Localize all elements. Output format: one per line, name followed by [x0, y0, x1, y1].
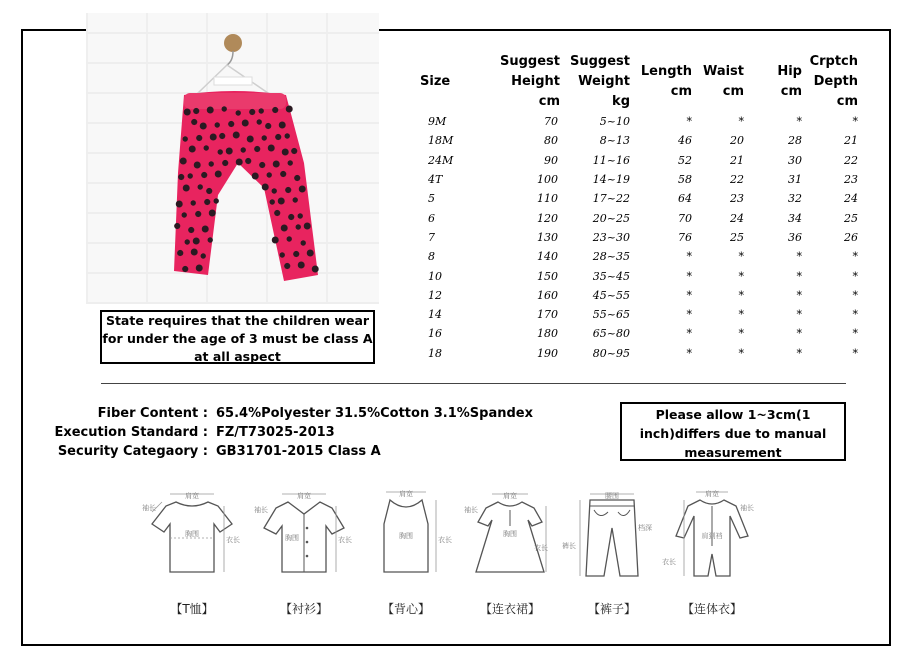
spec-fiber-content [40, 404, 533, 423]
table-cell: 14 [428, 308, 442, 322]
table-cell: 28 [788, 134, 802, 148]
table-cell: 140 [537, 250, 558, 264]
diagram-tshirt [140, 484, 244, 624]
column-header [488, 52, 560, 112]
column-header-line: cm [722, 84, 744, 99]
column-header [630, 52, 692, 112]
table-cell: * [852, 288, 858, 302]
table-cell: 55~65 [592, 308, 630, 322]
table-cell: 190 [537, 346, 558, 360]
table-cell: 35~45 [592, 269, 630, 283]
table-cell: 23 [844, 173, 858, 187]
spec-list [40, 404, 533, 461]
spec-label: Execution Standard : [54, 425, 208, 440]
table-row [420, 170, 858, 189]
table-cell: 130 [537, 230, 558, 244]
column-header-line: Size [420, 74, 451, 89]
table-row [420, 189, 858, 208]
measurement-tolerance-note: Please allow 1~3cm(1 inch)differs due to manual measurement [620, 402, 846, 461]
diagram-mark: 肩宽 [503, 492, 517, 500]
table-cell: 9M [428, 115, 447, 129]
table-cell: 180 [537, 327, 558, 341]
table-row [420, 344, 858, 363]
column-header [560, 52, 630, 112]
diagram-mark: 衣长 [438, 536, 452, 544]
table-cell: 80~95 [592, 346, 630, 360]
diagram-mark: 衣长 [662, 558, 676, 566]
spec-execution-standard [40, 423, 533, 442]
diagram-mark: 衣长 [226, 536, 240, 544]
table-cell: 22 [844, 153, 858, 167]
table-cell: 20 [730, 134, 744, 148]
diagram-mark: 肩宽 [705, 490, 719, 498]
diagram-label: 【衬衫】 [279, 602, 328, 616]
table-cell: 65~80 [592, 327, 630, 341]
diagram-mark: 袖长 [254, 506, 268, 514]
column-header-line: Suggest [570, 54, 630, 69]
table-cell: * [796, 269, 802, 283]
column-header-line: Crptch [809, 54, 858, 69]
table-cell: * [686, 308, 692, 322]
diagram-mark: 肩宽 [297, 492, 311, 500]
dress-icon [458, 484, 562, 596]
table-row [420, 266, 858, 285]
table-cell: 70 [678, 211, 692, 225]
vest-icon [354, 484, 458, 596]
diagram-mark: 肩到裆 [701, 532, 723, 540]
diagram-pants [560, 484, 664, 624]
table-cell: 5~10 [599, 115, 630, 129]
table-cell: 64 [678, 192, 692, 206]
diagram-mark: 胸围 [185, 530, 199, 538]
diagram-mark: 档深 [638, 524, 652, 532]
pants-icon [560, 484, 664, 596]
diagram-mark: 裤长 [562, 542, 576, 550]
table-cell: 21 [844, 134, 858, 148]
table-cell: 23~30 [592, 230, 630, 244]
table-row [420, 286, 858, 305]
table-cell: 120 [537, 211, 558, 225]
diagram-shirt [252, 484, 356, 624]
shirt-icon [252, 484, 356, 596]
table-cell: 6 [428, 211, 435, 225]
diagram-mark: 胸围 [285, 534, 299, 542]
diagram-mark: 肩宽 [399, 490, 413, 498]
size-chart-header [420, 52, 858, 112]
diagram-vest [354, 484, 458, 624]
spec-label: Fiber Content : [97, 406, 208, 421]
table-cell: * [738, 327, 744, 341]
table-cell: * [796, 327, 802, 341]
diagram-mark: 胸围 [399, 532, 413, 540]
table-cell: 7 [428, 230, 435, 244]
table-cell: 24 [730, 211, 744, 225]
diagram-mark: 肩宽 [185, 492, 199, 500]
table-cell: 18M [428, 134, 454, 148]
diagram-label: 【连衣裙】 [479, 602, 540, 616]
diagram-label: 【裤子】 [587, 602, 636, 616]
spec-value: FZ/T73025-2013 [216, 425, 335, 440]
table-cell: * [686, 327, 692, 341]
table-cell: 22 [730, 173, 744, 187]
table-cell: 90 [544, 153, 558, 167]
size-chart-table [420, 52, 858, 363]
table-cell: * [738, 115, 744, 129]
table-cell: 30 [788, 153, 802, 167]
spec-value: GB31701-2015 Class A [216, 444, 381, 459]
table-cell: 20~25 [592, 211, 630, 225]
table-cell: 8~13 [599, 134, 630, 148]
table-cell: 46 [678, 134, 692, 148]
table-cell: 170 [537, 308, 558, 322]
table-cell: * [738, 346, 744, 360]
table-cell: 110 [537, 192, 558, 206]
column-header-line: cm [538, 94, 560, 109]
column-header-line: Hip [777, 64, 802, 79]
polka-dot-pants-image [86, 13, 379, 304]
table-cell: * [686, 269, 692, 283]
table-cell: 8 [428, 250, 435, 264]
table-cell: 45~55 [592, 288, 630, 302]
table-cell: 17~22 [592, 192, 630, 206]
diagram-mark: 袖长 [740, 504, 754, 512]
table-cell: 24 [844, 192, 858, 206]
table-cell: * [796, 288, 802, 302]
table-cell: 23 [730, 192, 744, 206]
diagram-dress [458, 484, 562, 624]
table-cell: 5 [428, 192, 435, 206]
table-cell: 52 [678, 153, 692, 167]
column-header-line: Weight [578, 74, 630, 89]
table-cell: * [852, 308, 858, 322]
table-cell: 11~16 [592, 153, 630, 167]
table-cell: 31 [788, 173, 802, 187]
diagram-mark: 腰围 [605, 492, 619, 500]
garment-measure-diagrams [140, 484, 780, 624]
table-cell: 26 [844, 230, 858, 244]
table-cell: 25 [844, 211, 858, 225]
table-row [420, 247, 858, 266]
table-cell: 18 [428, 346, 442, 360]
table-cell: 21 [730, 153, 744, 167]
diagram-mark: 胸围 [503, 530, 517, 538]
column-header-line: Height [511, 74, 560, 89]
table-cell: 150 [537, 269, 558, 283]
table-cell: 24M [428, 153, 454, 167]
column-header-line: Depth [813, 74, 858, 89]
column-header-line: Waist [702, 64, 744, 79]
table-cell: * [686, 250, 692, 264]
spec-value: 65.4%Polyester 31.5%Cotton 3.1%Spandex [216, 406, 533, 421]
column-header-line: cm [836, 94, 858, 109]
tshirt-icon [140, 484, 244, 596]
table-cell: * [796, 250, 802, 264]
product-photo [86, 13, 379, 304]
column-header [802, 52, 858, 112]
table-cell: 58 [678, 173, 692, 187]
table-row [420, 151, 858, 170]
table-cell: * [852, 346, 858, 360]
table-cell: 12 [428, 288, 442, 302]
table-cell: * [852, 327, 858, 341]
table-cell: 4T [428, 173, 443, 187]
diagram-label: 【T恤】 [170, 602, 214, 616]
table-cell: 14~19 [592, 173, 630, 187]
diagram-mark: 衣长 [534, 544, 548, 552]
column-header [744, 52, 802, 112]
table-cell: * [852, 269, 858, 283]
table-cell: * [686, 288, 692, 302]
table-cell: 100 [537, 173, 558, 187]
table-cell: 32 [788, 192, 802, 206]
table-cell: 36 [788, 230, 802, 244]
table-cell: * [852, 250, 858, 264]
spec-label: Security Categaory : [57, 444, 208, 459]
column-header-line: cm [780, 84, 802, 99]
diagram-mark: 袖长 [142, 504, 156, 512]
table-cell: * [796, 346, 802, 360]
diagram-mark: 袖长 [464, 506, 478, 514]
spec-security-category [40, 442, 533, 461]
diagram-label: 【连体衣】 [681, 602, 742, 616]
table-cell: 34 [788, 211, 802, 225]
table-cell: 25 [730, 230, 744, 244]
column-header-line: kg [612, 94, 630, 109]
column-header-line: cm [670, 84, 692, 99]
column-header-line: Length [640, 64, 692, 79]
table-cell: * [738, 288, 744, 302]
table-cell: * [796, 115, 802, 129]
table-cell: * [738, 308, 744, 322]
table-row [420, 208, 858, 227]
diagram-romper [660, 484, 764, 624]
table-cell: * [686, 346, 692, 360]
class-a-notice: State requires that the children wear for under the age of 3 must be class A at all aspect [100, 310, 375, 364]
column-header [692, 52, 744, 112]
diagram-label: 【背心】 [381, 602, 430, 616]
table-cell: * [738, 250, 744, 264]
table-cell: 80 [544, 134, 558, 148]
table-cell: 10 [428, 269, 442, 283]
table-row [420, 131, 858, 150]
table-cell: 70 [544, 115, 558, 129]
table-cell: 28~35 [592, 250, 630, 264]
column-header-line: Suggest [500, 54, 560, 69]
romper-icon [660, 484, 764, 596]
table-cell: 76 [678, 230, 692, 244]
divider-line [101, 383, 846, 384]
table-cell: * [738, 269, 744, 283]
table-cell: * [796, 308, 802, 322]
table-cell: * [852, 115, 858, 129]
diagram-mark: 衣长 [338, 536, 352, 544]
table-row [420, 324, 858, 343]
table-row [420, 305, 858, 324]
column-header [420, 52, 488, 112]
table-cell: 160 [537, 288, 558, 302]
table-row [420, 112, 858, 131]
table-cell: * [686, 115, 692, 129]
table-row [420, 228, 858, 247]
table-cell: 16 [428, 327, 442, 341]
